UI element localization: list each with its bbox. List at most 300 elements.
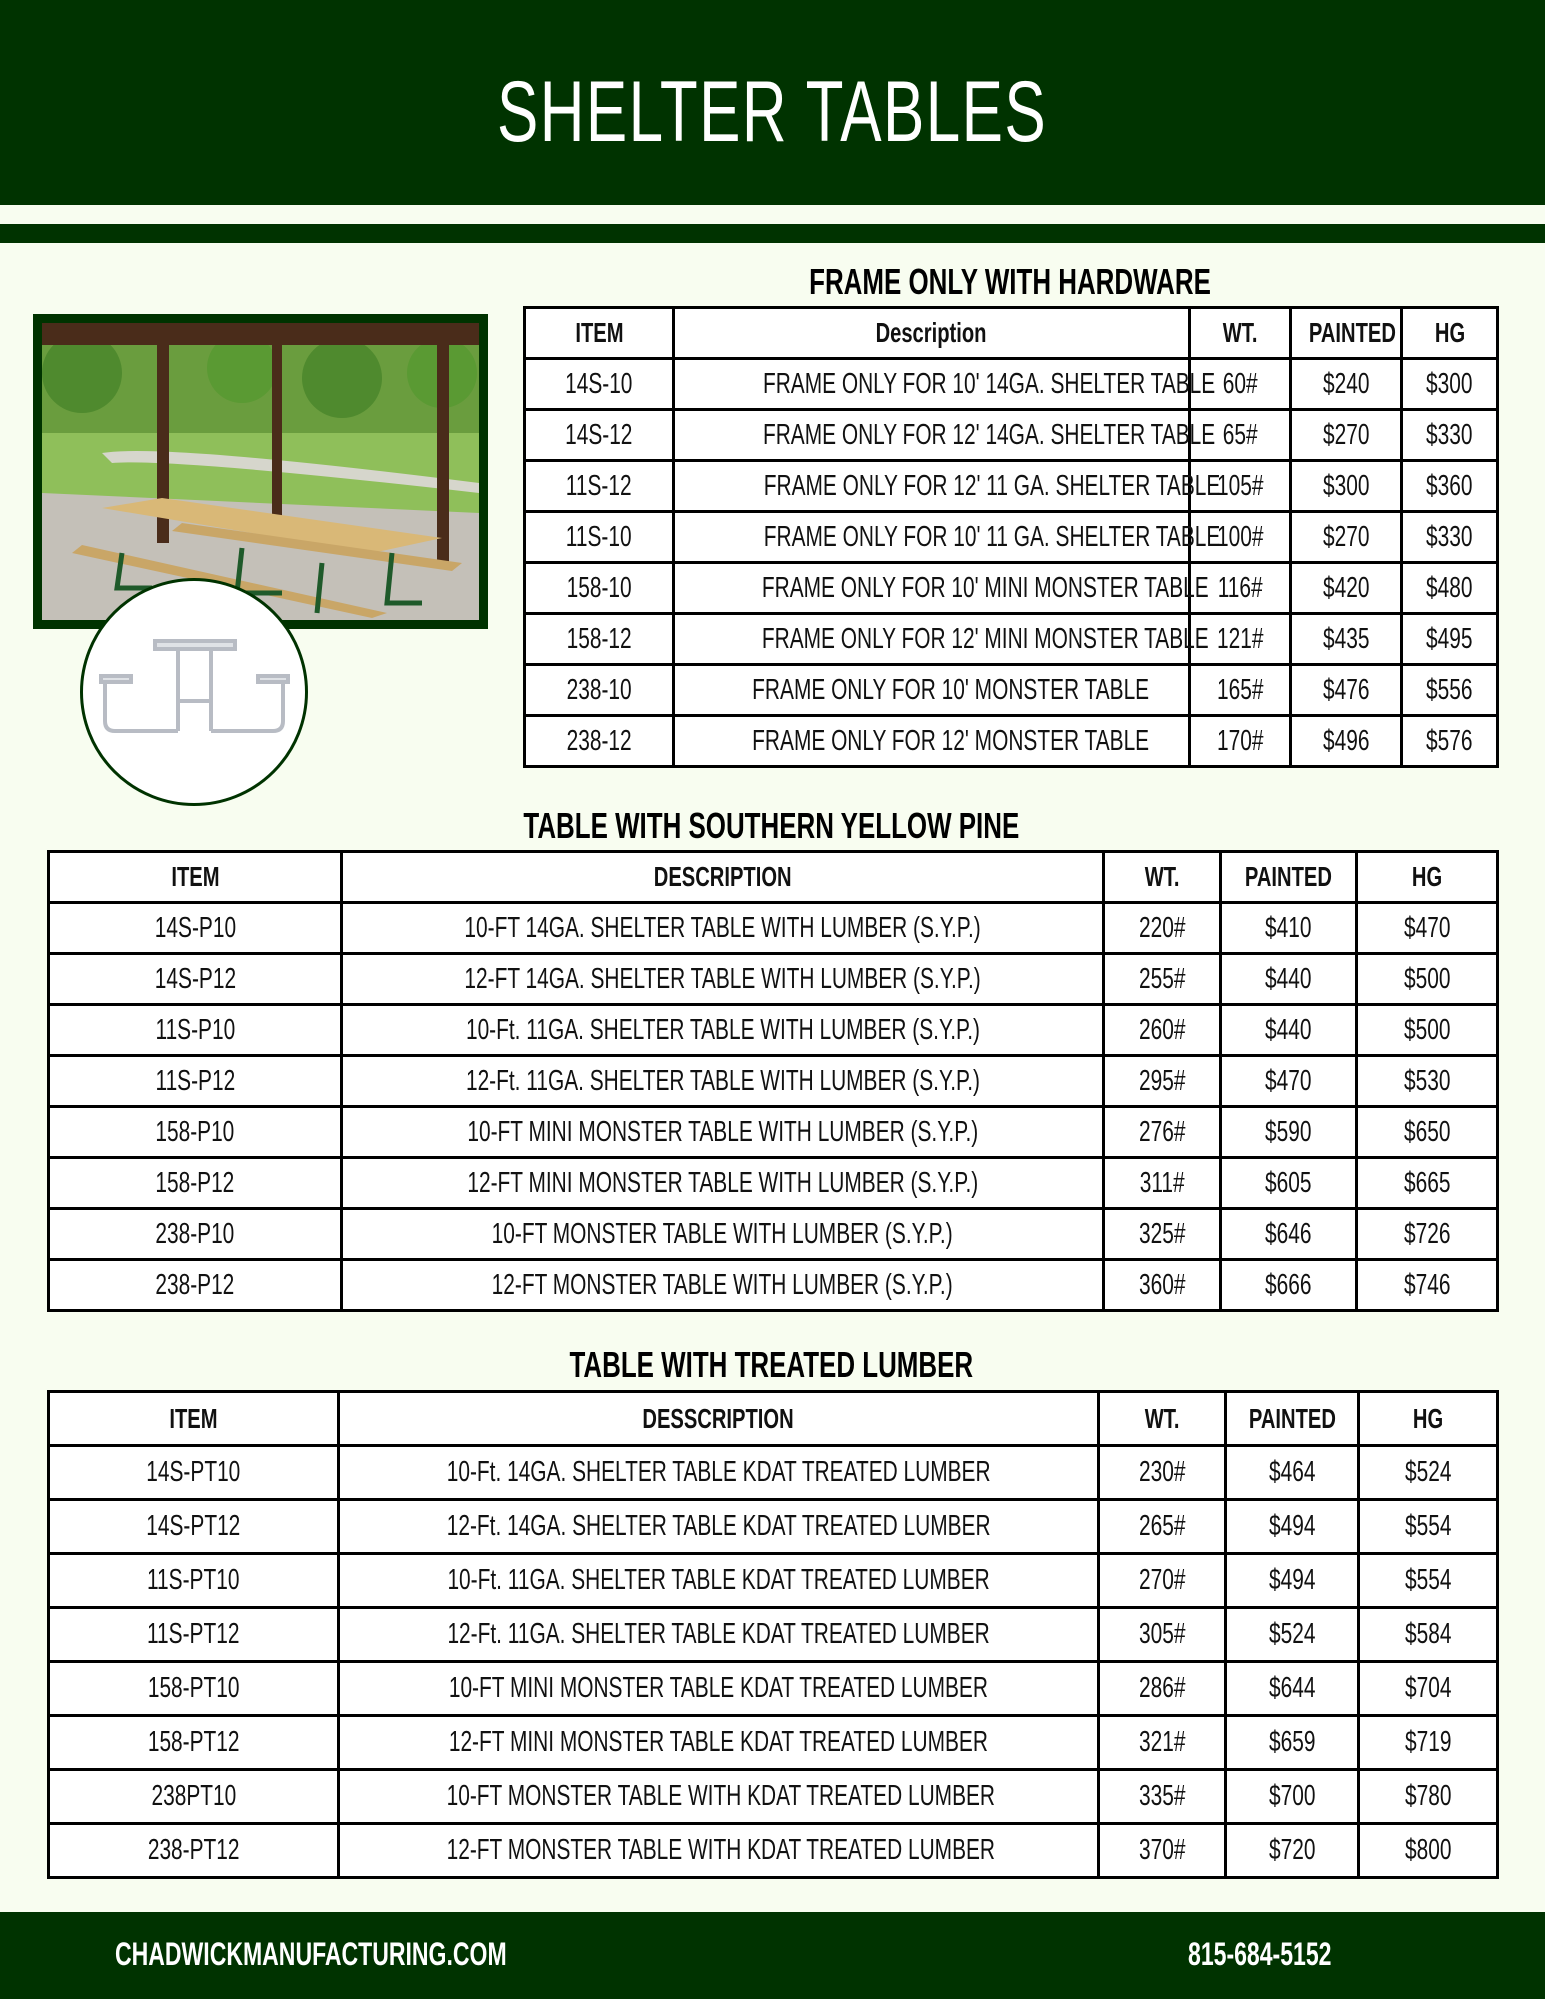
cell-painted-price (1226, 1770, 1359, 1824)
cell-description (674, 665, 1190, 716)
item-value: 158-P12 (155, 1166, 235, 1199)
treated-section-title (47, 1345, 1496, 1385)
item-value: 238-12 (566, 724, 632, 757)
cell-hg-price (1357, 903, 1498, 954)
painted-price-value: $270 (1322, 520, 1370, 553)
weight-value: 305# (1138, 1618, 1186, 1650)
cell-weight (1104, 1056, 1221, 1107)
cell-hg-price (1359, 1716, 1498, 1770)
phone-number[interactable]: 815-684-5152 (1188, 1936, 1332, 1972)
shelter-table-photo (33, 314, 488, 629)
hg-price-value: $524 (1404, 1456, 1452, 1488)
column-header-label: PAINTED (1248, 1402, 1336, 1434)
pine-section-title (47, 806, 1496, 846)
weight-value: 370# (1138, 1834, 1186, 1866)
table-row (49, 1608, 1498, 1662)
cell-painted-price (1226, 1608, 1359, 1662)
cell-item (49, 1554, 339, 1608)
cell-hg-price (1402, 461, 1498, 512)
description-value: FRAME ONLY FOR 10' 14GA. SHELTER TABLE (762, 367, 1216, 400)
painted-price-value: $464 (1268, 1456, 1316, 1488)
cell-description (342, 1260, 1104, 1311)
column-header-weight (1190, 308, 1291, 359)
cell-item (49, 1770, 339, 1824)
column-header-label: PAINTED (1244, 861, 1332, 892)
cell-hg-price (1359, 1608, 1498, 1662)
cell-description (342, 903, 1104, 954)
cell-weight (1099, 1500, 1226, 1554)
treated-title-text: TABLE WITH TREATED LUMBER (569, 1344, 974, 1385)
table-row (49, 903, 1498, 954)
weight-value: 116# (1217, 571, 1263, 604)
cell-weight (1099, 1608, 1226, 1662)
cell-hg-price (1357, 954, 1498, 1005)
painted-price-value: $476 (1322, 673, 1370, 706)
cell-hg-price (1357, 1056, 1498, 1107)
hg-price-value: $470 (1403, 911, 1451, 944)
description-value: 10-FT MINI MONSTER TABLE KDAT TREATED LUMBER (448, 1672, 989, 1704)
cell-description (339, 1770, 1099, 1824)
painted-price-value: $590 (1265, 1115, 1312, 1148)
painted-price-value: $410 (1265, 911, 1312, 944)
item-value: 11S-PT10 (147, 1564, 240, 1596)
description-value: FRAME ONLY FOR 10' 11 GA. SHELTER TABLE (763, 520, 1221, 553)
cell-weight (1104, 1158, 1221, 1209)
item-value: 11S-PT12 (147, 1618, 240, 1650)
cell-hg-price (1357, 1209, 1498, 1260)
painted-price-value: $440 (1265, 1013, 1312, 1046)
cell-description (339, 1446, 1099, 1500)
cell-weight (1190, 716, 1291, 767)
weight-value: 255# (1138, 962, 1186, 995)
column-header-painted-price (1221, 852, 1357, 903)
weight-value: 321# (1138, 1726, 1186, 1758)
pine-title-text: TABLE WITH SOUTHERN YELLOW PINE (523, 805, 1020, 846)
hg-price-value: $665 (1403, 1166, 1451, 1199)
cell-painted-price (1291, 665, 1402, 716)
cell-weight (1099, 1824, 1226, 1878)
column-header-hg-price (1357, 852, 1498, 903)
cell-painted-price (1221, 1260, 1357, 1311)
column-header-painted-price (1226, 1392, 1359, 1446)
cell-item (525, 461, 674, 512)
item-value: 238-PT12 (147, 1834, 240, 1866)
item-value: 14S-P12 (154, 962, 236, 995)
weight-value: 220# (1138, 911, 1186, 944)
table-row (525, 665, 1498, 716)
painted-price-value: $240 (1322, 367, 1370, 400)
cell-item (525, 410, 674, 461)
cell-item (525, 563, 674, 614)
cell-item (49, 1716, 339, 1770)
cell-item (49, 954, 342, 1005)
table-row (49, 1005, 1498, 1056)
cell-painted-price (1221, 903, 1357, 954)
item-value: 158-P10 (155, 1115, 235, 1148)
cell-item (49, 903, 342, 954)
column-header-label: PAINTED (1308, 317, 1396, 348)
table-row (49, 1554, 1498, 1608)
description-value: FRAME ONLY FOR 12' 14GA. SHELTER TABLE (762, 418, 1216, 451)
description-value: FRAME ONLY FOR 12' MONSTER TABLE (752, 724, 1150, 757)
cell-item (49, 1446, 339, 1500)
cell-hg-price (1402, 614, 1498, 665)
description-value: 10-FT MINI MONSTER TABLE WITH LUMBER (S.Y.P.) (467, 1115, 978, 1148)
cell-painted-price (1226, 1716, 1359, 1770)
cell-hg-price (1359, 1662, 1498, 1716)
column-header-hg-price (1359, 1392, 1498, 1446)
cell-item (49, 1662, 339, 1716)
table-row (525, 563, 1498, 614)
cell-painted-price (1226, 1662, 1359, 1716)
cell-item (49, 1500, 339, 1554)
column-header-label: WT. (1144, 861, 1180, 892)
cell-hg-price (1357, 1260, 1498, 1311)
painted-price-value: $435 (1322, 622, 1370, 655)
frame-title-text: FRAME ONLY WITH HARDWARE (808, 261, 1211, 302)
cell-painted-price (1226, 1500, 1359, 1554)
hg-price-value: $500 (1403, 1013, 1451, 1046)
cell-description (339, 1500, 1099, 1554)
hg-price-value: $584 (1404, 1618, 1452, 1650)
painted-price-value: $494 (1268, 1510, 1316, 1542)
hg-price-value: $554 (1404, 1510, 1452, 1542)
weight-value: 260# (1138, 1013, 1186, 1046)
painted-price-value: $666 (1265, 1268, 1312, 1301)
description-value: 12-FT MINI MONSTER TABLE KDAT TREATED LUMBER (448, 1726, 989, 1758)
hg-price-value: $554 (1404, 1564, 1452, 1596)
page-title-text: SHELTER TABLES (497, 64, 1048, 160)
cell-description (674, 359, 1216, 410)
cell-painted-price (1221, 1158, 1357, 1209)
cell-item (525, 716, 674, 767)
weight-value: 335# (1138, 1780, 1186, 1812)
weight-value: 295# (1138, 1064, 1186, 1097)
item-value: 14S-PT12 (146, 1510, 241, 1542)
column-header-weight (1104, 852, 1221, 903)
cell-hg-price (1402, 410, 1498, 461)
cell-hg-price (1402, 665, 1498, 716)
cell-weight (1104, 1260, 1221, 1311)
cell-hg-price (1359, 1500, 1498, 1554)
column-header-item (49, 1392, 339, 1446)
item-value: 11S-12 (566, 469, 632, 502)
column-header-weight (1099, 1392, 1226, 1446)
cell-description (674, 512, 1221, 563)
column-header-label: WT. (1144, 1402, 1180, 1434)
table-header-row (525, 308, 1498, 359)
cell-item (49, 1824, 339, 1878)
table-header-row (49, 1392, 1498, 1446)
cell-weight (1099, 1446, 1226, 1500)
painted-price-value: $646 (1265, 1217, 1312, 1250)
column-header-hg-price (1402, 308, 1498, 359)
cell-description (674, 563, 1209, 614)
hg-price-value: $650 (1403, 1115, 1451, 1148)
cell-description (342, 1056, 1104, 1107)
column-header-label: ITEM (169, 1402, 218, 1434)
item-value: 158-10 (566, 571, 632, 604)
description-value: 12-FT MINI MONSTER TABLE WITH LUMBER (S.Y.P.) (467, 1166, 978, 1199)
table-row (525, 359, 1498, 410)
weight-value: 270# (1138, 1564, 1186, 1596)
description-value: 10-FT 14GA. SHELTER TABLE WITH LUMBER (S.Y.P.) (464, 911, 981, 944)
cell-painted-price (1291, 563, 1402, 614)
table-row (49, 1158, 1498, 1209)
description-value: FRAME ONLY FOR 12' 11 GA. SHELTER TABLE (763, 469, 1221, 502)
cell-painted-price (1291, 410, 1402, 461)
cell-description (342, 1158, 1104, 1209)
cell-painted-price (1291, 614, 1402, 665)
painted-price-value: $700 (1268, 1780, 1316, 1812)
cell-hg-price (1357, 1158, 1498, 1209)
weight-value: 165# (1216, 673, 1264, 706)
cell-description (342, 1209, 1104, 1260)
column-header-label: HG (1434, 317, 1465, 348)
painted-price-value: $644 (1268, 1672, 1316, 1704)
cell-hg-price (1359, 1446, 1498, 1500)
item-value: 14S-P10 (154, 911, 236, 944)
cell-item (525, 614, 674, 665)
painted-price-value: $494 (1268, 1564, 1316, 1596)
cell-description (339, 1608, 1099, 1662)
weight-value: 311# (1139, 1166, 1185, 1199)
cell-painted-price (1291, 359, 1402, 410)
weight-value: 230# (1138, 1456, 1186, 1488)
cell-item (49, 1107, 342, 1158)
hg-price-value: $360 (1426, 469, 1473, 502)
table-row (49, 1107, 1498, 1158)
page-title (0, 62, 1545, 162)
column-header-label: Description (876, 317, 987, 348)
table-row (49, 1716, 1498, 1770)
painted-price-value: $300 (1322, 469, 1370, 502)
cell-item (49, 1056, 342, 1107)
cell-painted-price (1221, 1209, 1357, 1260)
table-row (525, 614, 1498, 665)
header-banner (0, 0, 1545, 205)
weight-value: 325# (1138, 1217, 1186, 1250)
cell-description (674, 461, 1221, 512)
table-row (49, 1056, 1498, 1107)
cell-item (525, 665, 674, 716)
description-value: 12-Ft. 11GA. SHELTER TABLE WITH LUMBER (S.Y.P.) (465, 1064, 980, 1097)
column-header-description (339, 1392, 1099, 1446)
column-header-label: HG (1411, 861, 1443, 892)
cell-weight (1104, 903, 1221, 954)
cell-hg-price (1402, 716, 1498, 767)
item-value: 11S-10 (566, 520, 632, 553)
painted-price-value: $470 (1265, 1064, 1312, 1097)
cell-item (49, 1005, 342, 1056)
column-header-item (525, 308, 674, 359)
description-value: FRAME ONLY FOR 10' MONSTER TABLE (752, 673, 1150, 706)
table-row (49, 1260, 1498, 1311)
cell-weight (1099, 1554, 1226, 1608)
cell-painted-price (1291, 461, 1402, 512)
description-value: 10-FT MONSTER TABLE WITH LUMBER (S.Y.P.) (491, 1217, 954, 1250)
cell-description (339, 1824, 1099, 1878)
description-value: 12-FT 14GA. SHELTER TABLE WITH LUMBER (S.Y.P.) (464, 962, 981, 995)
frame-section-title (523, 262, 1496, 302)
cell-hg-price (1402, 512, 1498, 563)
column-header-label: WT. (1222, 317, 1258, 348)
hg-price-value: $726 (1403, 1217, 1451, 1250)
cell-hg-price (1359, 1824, 1498, 1878)
cell-description (339, 1716, 1099, 1770)
cell-description (342, 1107, 1104, 1158)
weight-value: 65# (1222, 418, 1258, 451)
hg-price-value: $495 (1426, 622, 1473, 655)
description-value: 12-Ft. 11GA. SHELTER TABLE KDAT TREATED LUMBER (447, 1618, 990, 1650)
weight-value: 265# (1138, 1510, 1186, 1542)
cell-hg-price (1402, 563, 1498, 614)
description-value: 10-Ft. 11GA. SHELTER TABLE KDAT TREATED LUMBER (447, 1564, 990, 1596)
cell-weight (1099, 1716, 1226, 1770)
cell-description (339, 1662, 1099, 1716)
cell-painted-price (1221, 1107, 1357, 1158)
frame-diagram-icon (83, 581, 305, 803)
table-row (525, 716, 1498, 767)
hg-price-value: $330 (1426, 418, 1473, 451)
hg-price-value: $530 (1403, 1064, 1451, 1097)
cell-item (49, 1209, 342, 1260)
column-header-item (49, 852, 342, 903)
cell-hg-price (1402, 359, 1498, 410)
hg-price-value: $719 (1404, 1726, 1452, 1758)
hg-price-value: $300 (1426, 367, 1473, 400)
painted-price-value: $659 (1268, 1726, 1316, 1758)
table-row (49, 1662, 1498, 1716)
cell-weight (1099, 1770, 1226, 1824)
treated-price-table (47, 1390, 1499, 1879)
description-value: FRAME ONLY FOR 10' MINI MONSTER TABLE (761, 571, 1209, 604)
weight-value: 286# (1138, 1672, 1186, 1704)
frame-price-table (523, 306, 1499, 768)
weight-value: 276# (1138, 1115, 1186, 1148)
column-header-description (674, 308, 1190, 359)
painted-price-value: $720 (1268, 1834, 1316, 1866)
item-value: 158-PT12 (147, 1726, 240, 1758)
description-value: 10-Ft. 14GA. SHELTER TABLE KDAT TREATED LUMBER (446, 1456, 991, 1488)
column-header-description (342, 852, 1104, 903)
item-value: 11S-P10 (155, 1013, 235, 1046)
item-value: 238-P12 (155, 1268, 235, 1301)
cell-description (674, 614, 1209, 665)
table-row (49, 954, 1498, 1005)
cell-painted-price (1221, 1056, 1357, 1107)
item-value: 14S-12 (565, 418, 633, 451)
hg-price-value: $500 (1403, 962, 1451, 995)
table-row (49, 1446, 1498, 1500)
table-header-row (49, 852, 1498, 903)
column-header-label: ITEM (170, 861, 220, 892)
cell-hg-price (1359, 1770, 1498, 1824)
hg-price-value: $800 (1404, 1834, 1452, 1866)
column-header-label: ITEM (574, 317, 624, 348)
cell-hg-price (1357, 1107, 1498, 1158)
weight-value: 170# (1216, 724, 1264, 757)
item-value: 14S-10 (565, 367, 633, 400)
cell-item (49, 1260, 342, 1311)
hg-price-value: $704 (1404, 1672, 1452, 1704)
painted-price-value: $270 (1322, 418, 1370, 451)
cell-weight (1104, 1107, 1221, 1158)
cell-painted-price (1226, 1446, 1359, 1500)
table-row (525, 512, 1498, 563)
description-value: 10-FT MONSTER TABLE WITH KDAT TREATED LUMBER (446, 1780, 996, 1812)
cell-painted-price (1221, 954, 1357, 1005)
cell-painted-price (1291, 512, 1402, 563)
hg-price-value: $330 (1426, 520, 1473, 553)
cell-painted-price (1221, 1005, 1357, 1056)
cell-weight (1190, 665, 1291, 716)
item-value: 238-10 (566, 673, 632, 706)
painted-price-value: $605 (1265, 1166, 1312, 1199)
header-stripe (0, 224, 1545, 243)
table-row (525, 461, 1498, 512)
description-value: 10-Ft. 11GA. SHELTER TABLE WITH LUMBER (S.Y.P.) (465, 1013, 980, 1046)
hg-price-value: $576 (1426, 724, 1473, 757)
hg-price-value: $480 (1426, 571, 1473, 604)
table-row (525, 410, 1498, 461)
cell-description (342, 1005, 1104, 1056)
table-row (49, 1209, 1498, 1260)
table-row (49, 1770, 1498, 1824)
description-value: FRAME ONLY FOR 12' MINI MONSTER TABLE (761, 622, 1209, 655)
cell-weight (1099, 1662, 1226, 1716)
table-row (49, 1824, 1498, 1878)
frame-diagram-circle (80, 578, 308, 806)
cell-hg-price (1357, 1005, 1498, 1056)
column-header-label: DESCRIPTION (653, 861, 792, 892)
cell-item (49, 1158, 342, 1209)
cell-weight (1104, 1209, 1221, 1260)
cell-item (525, 512, 674, 563)
website-link[interactable]: CHADWICKMANUFACTURING.COM (115, 1936, 507, 1972)
item-value: 238-P10 (155, 1217, 235, 1250)
weight-value: 105# (1216, 469, 1264, 502)
pine-price-table (47, 850, 1499, 1312)
description-value: 12-FT MONSTER TABLE WITH KDAT TREATED LUMBER (446, 1834, 996, 1866)
cell-description (674, 716, 1190, 767)
painted-price-value: $524 (1268, 1618, 1316, 1650)
pavilion-image (42, 323, 479, 620)
description-value: 12-Ft. 14GA. SHELTER TABLE KDAT TREATED LUMBER (446, 1510, 991, 1542)
table-row (49, 1500, 1498, 1554)
painted-price-value: $420 (1322, 571, 1370, 604)
cell-item (525, 359, 674, 410)
column-header-label: HG (1412, 1402, 1444, 1434)
item-value: 11S-P12 (155, 1064, 235, 1097)
hg-price-value: $556 (1426, 673, 1473, 706)
column-header-label: DESSCRIPTION (642, 1402, 795, 1434)
weight-value: 100# (1216, 520, 1264, 553)
item-value: 238PT10 (151, 1780, 236, 1812)
footer-banner (0, 1912, 1545, 1999)
cell-weight (1104, 954, 1221, 1005)
weight-value: 360# (1138, 1268, 1186, 1301)
cell-description (339, 1554, 1099, 1608)
item-value: 158-PT10 (147, 1672, 240, 1704)
cell-hg-price (1359, 1554, 1498, 1608)
cell-weight (1104, 1005, 1221, 1056)
painted-price-value: $496 (1322, 724, 1370, 757)
weight-value: 60# (1222, 367, 1258, 400)
cell-painted-price (1291, 716, 1402, 767)
item-value: 14S-PT10 (146, 1456, 241, 1488)
hg-price-value: $780 (1404, 1780, 1452, 1812)
